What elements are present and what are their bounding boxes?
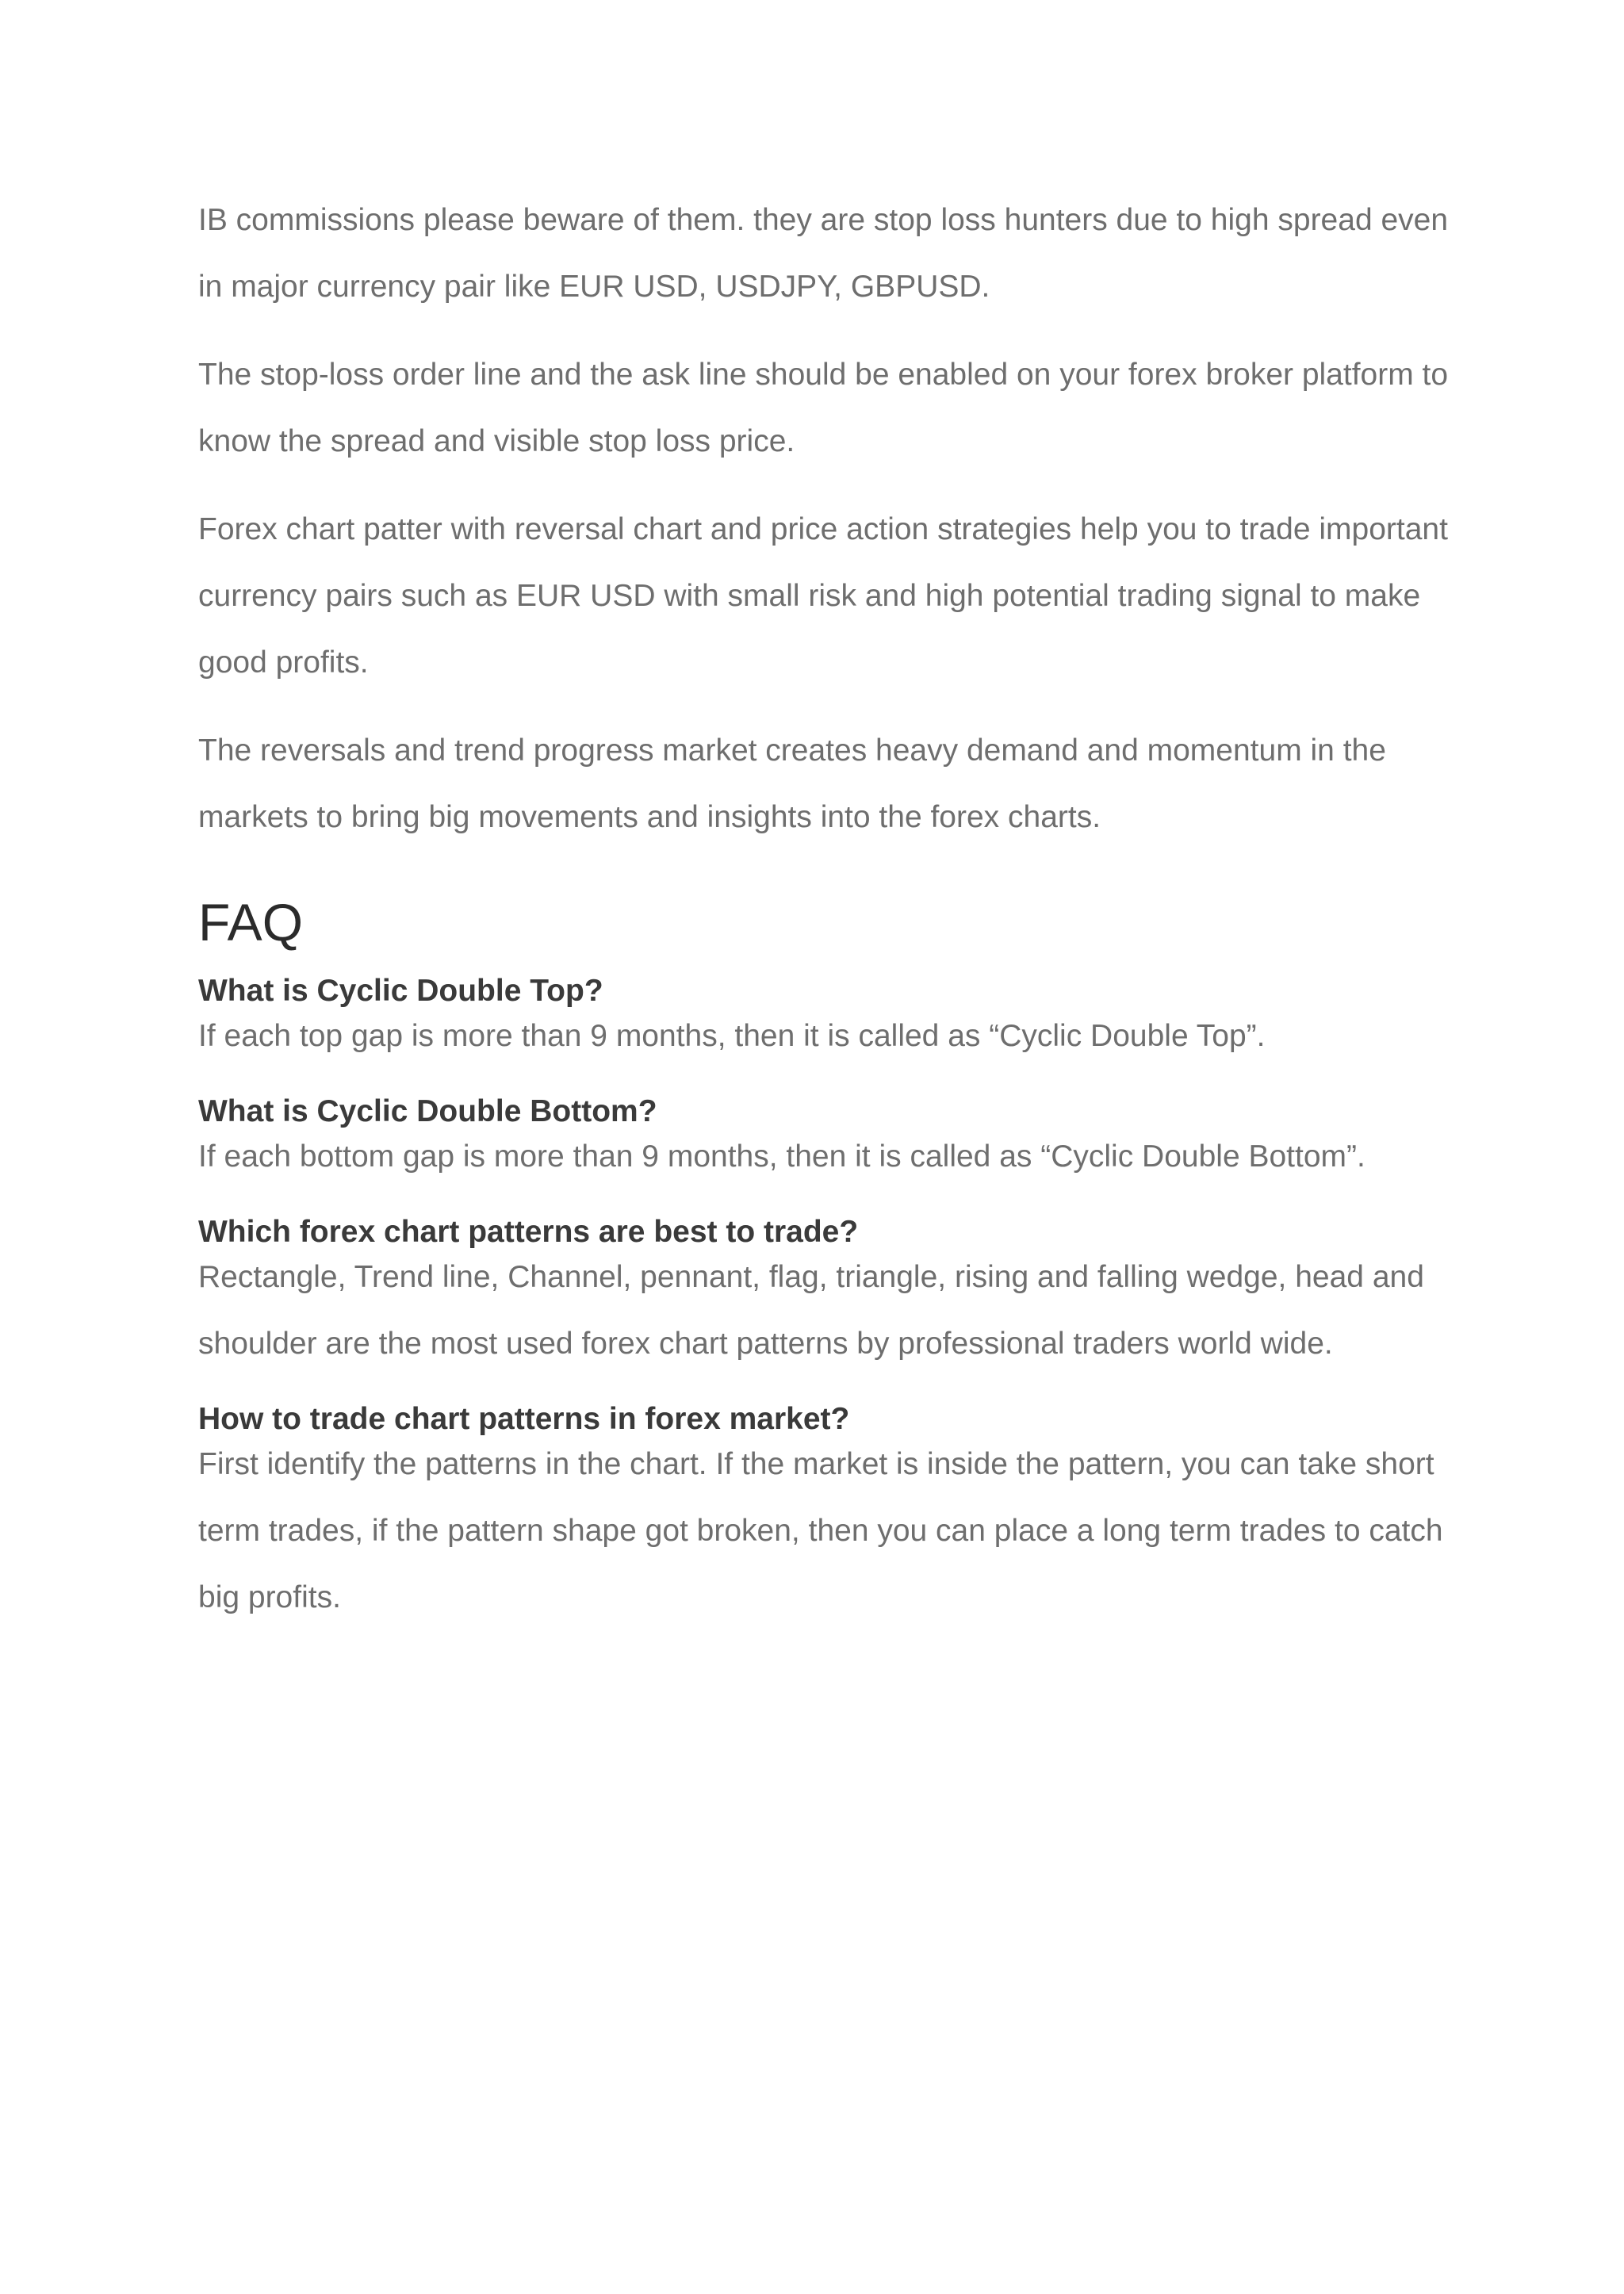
faq-question: What is Cyclic Double Bottom?	[198, 1094, 657, 1128]
paragraph-ib-commissions: IB commissions please beware of them. they are stop loss hunters due to high spread even in major currency pair like EUR USD, USDJPY, GBPUSD.	[198, 203, 1449, 304]
faq-heading: FAQ	[198, 893, 304, 952]
faq-answer: If each top gap is more than 9 months, then it is called as “Cyclic Double Top”.	[198, 1019, 1266, 1053]
faq-answer: Rectangle, Trend line, Channel, pennant, flag, triangle, rising and falling wedge, head and shoulder are the most used forex chart patterns by professional traders world wide.	[198, 1260, 1424, 1361]
faq-question: What is Cyclic Double Top?	[198, 974, 603, 1008]
faq-list	[198, 970, 1451, 1631]
document-page	[198, 187, 1451, 1652]
faq-answer: If each bottom gap is more than 9 months, then it is called as “Cyclic Double Bottom”.	[198, 1139, 1365, 1174]
paragraph-trend-progress: The reversals and trend progress market creates heavy demand and momentum in the markets to bring big movements and insights into the forex charts.	[198, 733, 1386, 834]
paragraph-stop-loss-line: The stop-loss order line and the ask line should be enabled on your forex broker platform to know the spread and visible stop loss price.	[198, 358, 1449, 458]
paragraph-reversal-chart: Forex chart patter with reversal chart and price action strategies help you to trade important currency pairs such as EUR USD with small risk and high potential trading signal to make good profits.	[198, 512, 1448, 680]
faq-question: How to trade chart patterns in forex market?	[198, 1402, 850, 1436]
faq-item-how-to-trade	[198, 1398, 1451, 1631]
faq-item-cyclic-double-bottom	[198, 1090, 1451, 1190]
faq-item-best-patterns	[198, 1211, 1451, 1377]
faq-question: Which forex chart patterns are best to trade?	[198, 1215, 859, 1249]
faq-item-cyclic-double-top	[198, 970, 1451, 1070]
faq-answer: First identify the patterns in the chart. If the market is inside the pattern, you can take short term trades, if the pattern shape got broken, then you can place a long term trades to catch big profits.	[198, 1447, 1443, 1614]
